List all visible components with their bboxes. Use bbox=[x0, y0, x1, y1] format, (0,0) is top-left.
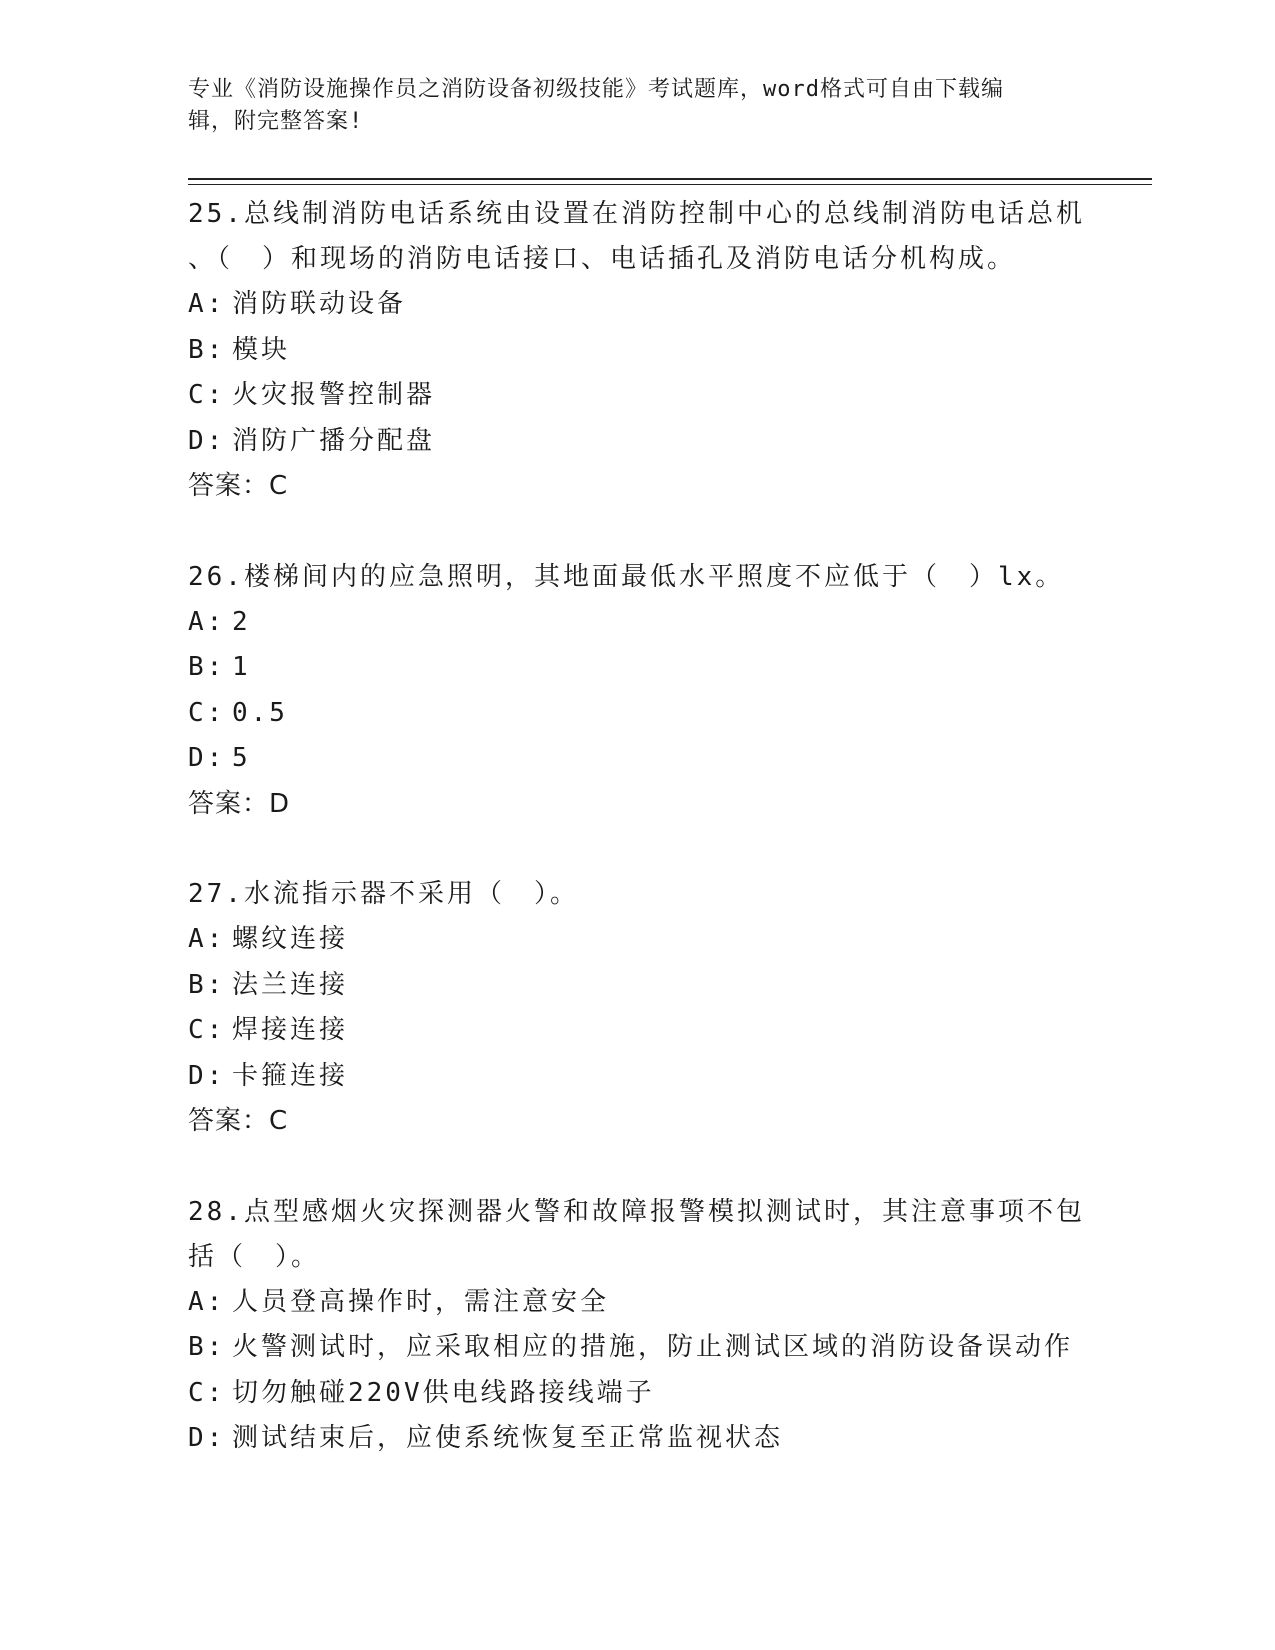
question-stem bbox=[188, 192, 1088, 282]
option-text: 切勿触碰220V供电线路接线端子 bbox=[232, 1377, 655, 1408]
question-27 bbox=[188, 872, 1088, 1145]
answer-line: 答案：C bbox=[188, 471, 289, 501]
option-text: 卡箍连接 bbox=[232, 1060, 349, 1091]
option-c bbox=[188, 1371, 1088, 1417]
option-text: 0.5 bbox=[232, 697, 288, 728]
question-stem-line: 括（ ）。 bbox=[188, 1241, 321, 1272]
option-key: C: bbox=[188, 1015, 226, 1045]
option-d bbox=[188, 419, 1088, 465]
question-28 bbox=[188, 1190, 1088, 1462]
question-stem bbox=[188, 1190, 1088, 1280]
option-b bbox=[188, 328, 1088, 374]
option-key: D: bbox=[188, 743, 226, 773]
document-header bbox=[188, 74, 1078, 138]
option-key: B: bbox=[188, 969, 226, 1000]
header-line-2: 辑，附完整答案! bbox=[188, 109, 364, 134]
option-b bbox=[188, 963, 1088, 1009]
option-key: C: bbox=[188, 380, 226, 410]
option-a bbox=[188, 1280, 1088, 1326]
option-c bbox=[188, 691, 1088, 737]
question-25 bbox=[188, 192, 1088, 510]
option-key: C: bbox=[188, 1377, 226, 1408]
question-stem-line: 、（ ）和现场的消防电话接口、电话插孔及消防电话分机构成。 bbox=[188, 244, 1017, 274]
option-key: B: bbox=[188, 652, 226, 682]
option-c bbox=[188, 1008, 1088, 1054]
option-b bbox=[188, 645, 1088, 691]
option-text: 火警测试时，应采取相应的措施，防止测试区域的消防设备误动作 bbox=[232, 1332, 1074, 1362]
answer-line: 答案：C bbox=[188, 1106, 289, 1136]
option-text: 法兰连接 bbox=[232, 969, 349, 1000]
option-key: A: bbox=[188, 1286, 226, 1317]
option-text: 消防联动设备 bbox=[232, 289, 407, 319]
header-line-1: 专业《消防设施操作员之消防设备初级技能》考试题库，word格式可自由下载编 bbox=[188, 77, 1004, 102]
question-stem-line: 26.楼梯间内的应急照明，其地面最低水平照度不应低于（ ）lx。 bbox=[188, 561, 1065, 592]
option-a bbox=[188, 282, 1088, 328]
header-divider-thin bbox=[188, 184, 1152, 185]
option-text: 测试结束后，应使系统恢复至正常监视状态 bbox=[232, 1423, 784, 1453]
option-d bbox=[188, 736, 1088, 782]
option-c bbox=[188, 373, 1088, 419]
option-text: 模块 bbox=[232, 334, 291, 365]
option-key: B: bbox=[188, 1332, 226, 1362]
question-stem-line: 28.点型感烟火灾探测器火警和故障报警模拟测试时，其注意事项不包 bbox=[188, 1196, 1085, 1227]
option-key: D: bbox=[188, 1060, 226, 1091]
question-stem-line: 25.总线制消防电话系统由设置在消防控制中心的总线制消防电话总机 bbox=[188, 199, 1085, 229]
option-d bbox=[188, 1054, 1088, 1100]
option-text: 人员登高操作时，需注意安全 bbox=[232, 1286, 610, 1317]
option-b bbox=[188, 1325, 1088, 1371]
option-text: 焊接连接 bbox=[232, 1015, 349, 1045]
option-a bbox=[188, 600, 1088, 646]
header-divider-thick bbox=[188, 178, 1152, 180]
question-26 bbox=[188, 555, 1088, 828]
option-key: A: bbox=[188, 924, 226, 954]
question-stem bbox=[188, 872, 1088, 917]
option-text: 1 bbox=[232, 652, 251, 682]
option-text: 5 bbox=[232, 743, 251, 773]
question-list bbox=[188, 192, 1088, 1507]
option-text: 2 bbox=[232, 606, 251, 637]
option-key: C: bbox=[188, 697, 226, 728]
option-key: A: bbox=[188, 606, 226, 637]
option-key: D: bbox=[188, 425, 226, 456]
option-a bbox=[188, 917, 1088, 963]
answer-line: 答案：D bbox=[188, 788, 291, 819]
option-key: D: bbox=[188, 1423, 226, 1453]
option-text: 螺纹连接 bbox=[232, 924, 349, 954]
option-key: B: bbox=[188, 334, 226, 365]
option-key: A: bbox=[188, 289, 226, 319]
option-text: 消防广播分配盘 bbox=[232, 425, 436, 456]
option-d bbox=[188, 1416, 1088, 1462]
question-stem bbox=[188, 555, 1088, 600]
option-text: 火灾报警控制器 bbox=[232, 380, 436, 410]
question-stem-line: 27.水流指示器不采用（ ）。 bbox=[188, 879, 579, 909]
